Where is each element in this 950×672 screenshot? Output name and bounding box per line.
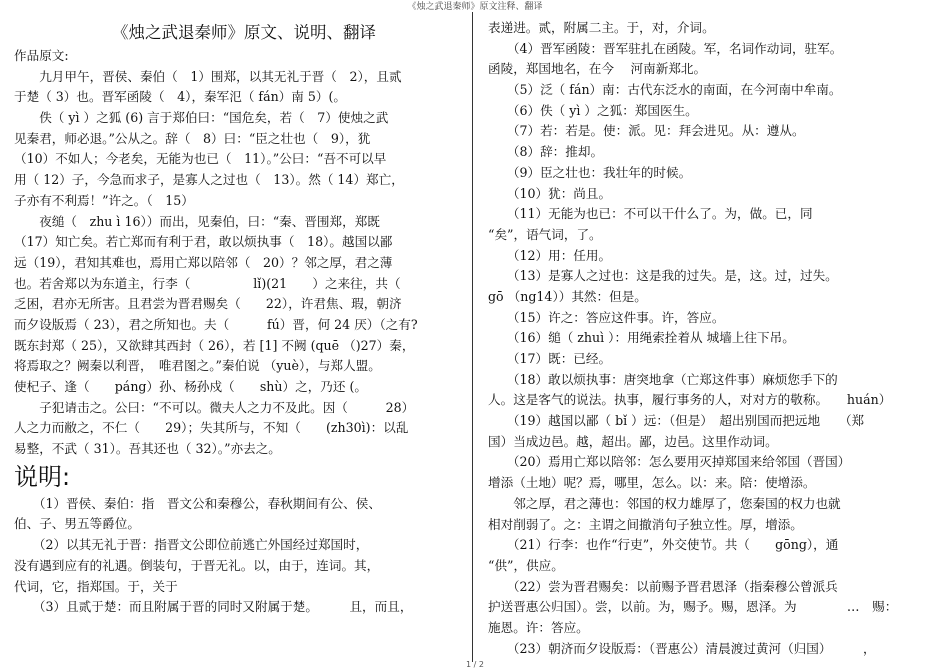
note-line: 伯、子、男五等爵位。 — [14, 516, 140, 532]
text-line: 佚（ yì ）之狐 (6) 言于郑伯曰：“国危矣，若（ 7）使烛之武 — [14, 110, 389, 126]
note-line: （19）越国以鄙（ bǐ ）远：（但是） 超出别国而把远地 （郑 — [488, 413, 865, 429]
original-text-label: 作品原文: — [14, 48, 69, 63]
text-line: 子犯请击之。公曰：“不可以。微夫人之力不及此。因（ 28） — [14, 399, 415, 415]
notes-right — [488, 18, 934, 659]
note-line: （23）朝济而夕设版焉：（晋惠公）清晨渡过黄河（归国） ， — [488, 640, 876, 656]
note-line: 相对削弱了。之：主谓之间撤消句子独立性。厚，增添。 — [488, 516, 803, 532]
note-line: （1）晋侯、秦伯：指 晋文公和秦穆公，春秋期间有公、侯、 — [14, 495, 381, 511]
text-line: 也。若舍郑以为东道主，行李（ lǐ)(21 ）之来往，共（ — [14, 275, 401, 291]
note-line: （8）辞：推却。 — [488, 144, 604, 160]
note-line: （16）缒（ zhuì ）：用绳索拴着从 城墙上往下吊。 — [488, 330, 795, 346]
note-line: （2）以其无礼于晋：指晋文公即位前逃亡外国经过郑国时， — [14, 537, 369, 553]
section-heading: 说明: — [14, 462, 71, 491]
note-line: （6）佚（ yì ）之狐：郑国医生。 — [488, 102, 698, 118]
left-column — [14, 18, 462, 618]
note-line: “供”，供应。 — [488, 557, 564, 573]
note-line: 函陵，郑国地名，在今 河南新郑北。 — [488, 61, 707, 77]
text-line: 既东封郑（ 25），又欲肆其西封（ 26），若 [1] 不阙 (quē （)27）秦， — [14, 337, 415, 353]
note-line: 施恩。许：答应。 — [488, 619, 589, 635]
text-line: （10）不如人；今老矣，无能为也已（ 11）。”公曰：“吾不可以早 — [14, 151, 387, 167]
text-line: 将焉取之？阙秦以利晋， 唯君图之。”秦伯说 （yuè），与郑人盟。 — [14, 358, 381, 374]
note-line: 没有遇到应有的礼遇。倒装句，于晋无礼。以，由于，连词。其， — [14, 557, 380, 573]
note-line: （10）犹：尚且。 — [488, 185, 612, 201]
window-title: 《烛之武退秦师》原文注释、翻译 — [407, 2, 543, 12]
text-line: 而夕设版焉（ 23），君之所知也。夫（ fú）晋，何 24 厌）（之有? — [14, 316, 418, 332]
text-line: 用（ 12）子，今急而求子，是寡人之过也（ 13）。然（ 14）郑亡， — [14, 172, 404, 188]
note-line: 国）当成边邑。越，超出。鄙，边邑。这里作动词。 — [488, 433, 778, 449]
note-line: （12）用：任用。 — [488, 247, 612, 263]
text-line: 乏困，君亦无所害。且君尝为晋君赐矣（ 22），许君焦、瑕，朝济 — [14, 296, 402, 312]
text-line: 人之力而敝之，不仁（ 29）；失其所与，不知（ (zh30ì)：以乱 — [14, 420, 409, 436]
column-divider — [472, 12, 473, 662]
note-line: （4）晋军函陵：晋军驻扎在函陵。军，名词作动词，驻军。 — [488, 40, 843, 56]
text-line: 子亦有不利焉！”许之。（ 15） — [14, 192, 194, 208]
original-text — [14, 67, 462, 460]
text-line: 于楚（ 3）也。晋军函陵（ 4），秦军氾（ fán）南 5）(。 — [14, 89, 347, 105]
note-line: 表递进。贰，附属二主。于，对，介词。 — [488, 20, 715, 35]
text-line: 易整，不武（ 31）。吾其还也（ 32）。”亦去之。 — [14, 441, 281, 457]
text-line: （17）知亡矣。若亡郑而有利于君，敢以烦执事（ 18）。越国以鄙 — [14, 234, 393, 250]
note-line: （3）且贰于楚：而且附属于晋的同时又附属于楚。 且，而且， — [14, 599, 413, 615]
text-line: 远（19），君知其难也，焉用亡郑以陪邻（ 20）？邻之厚，君之薄 — [14, 254, 393, 270]
note-line: （17）既：已经。 — [488, 351, 612, 366]
note-line: （13）是寡人之过也：这是我的过失。是，这。过，过失。 — [488, 268, 838, 284]
note-line: （11）无能为也已：不可以干什么了。为，做。已，同 — [488, 206, 813, 222]
note-line: （18）敢以烦执事：唐突地拿（亡郑这件事）麻烦您手下的 — [488, 371, 838, 387]
note-line: 人。这是客气的说法。执事，履行事务的人，对对方的敬称。 huán） — [488, 392, 892, 408]
note-line: （15）许之：答应这件事。许，答应。 — [488, 309, 725, 325]
note-line: 邻之厚，君之薄也：邻国的权力雄厚了，您秦国的权力也就 — [488, 495, 841, 511]
text-line: 九月甲午，晋侯、秦伯（ 1）围郑，以其无礼于晋（ 2），且贰 — [14, 68, 402, 84]
note-line: 增添（土地）呢？焉，哪里，怎么。以：来。陪：使增添。 — [488, 475, 816, 491]
note-line: 代词，它，指郑国。于，关于 — [14, 578, 178, 594]
note-line: （22）尝为晋君赐矣：以前赐予晋君恩泽（指秦穆公曾派兵 — [488, 578, 838, 594]
note-line: （9）臣之壮也：我壮年的时候。 — [488, 164, 692, 180]
text-line: 使杞子、逢（ páng）孙、杨孙戍（ shù）之，乃还 (。 — [14, 379, 368, 394]
right-column — [488, 18, 934, 659]
note-line: “矣”，语气词，了。 — [488, 226, 602, 242]
note-line: （5）泛（ fán）南：古代东泛水的南面，在今河南中牟南。 — [488, 82, 842, 98]
text-line: 见秦君，师必退。”公从之。辞（ 8）曰：“臣之壮也（ 9），犹 — [14, 130, 371, 146]
text-line: 夜缒（ zhu ì 16））而出，见秦伯，曰：“秦、晋围郑，郑既 — [14, 213, 380, 229]
note-line: （7）若：若是。使：派。见：拜会进见。从：遵从。 — [488, 123, 805, 139]
document-title: 《烛之武退秦师》原文、说明、翻译 — [112, 23, 376, 42]
note-line: 护送晋惠公归国）。尝，以前。为，赐予。赐，恩泽。为 … 赐： — [488, 599, 898, 615]
note-line: gō （ng14））其然：但是。 — [488, 288, 647, 304]
page-number: 1 / 2 — [466, 660, 484, 669]
note-line: （21）行李：也作“行吏”，外交使节。共（ gōng），通 — [488, 537, 839, 553]
note-line: （20）焉用亡郑以陪邻：怎么要用灭掉郑国来给邻国（晋国） — [488, 454, 851, 470]
notes-left — [14, 494, 462, 618]
